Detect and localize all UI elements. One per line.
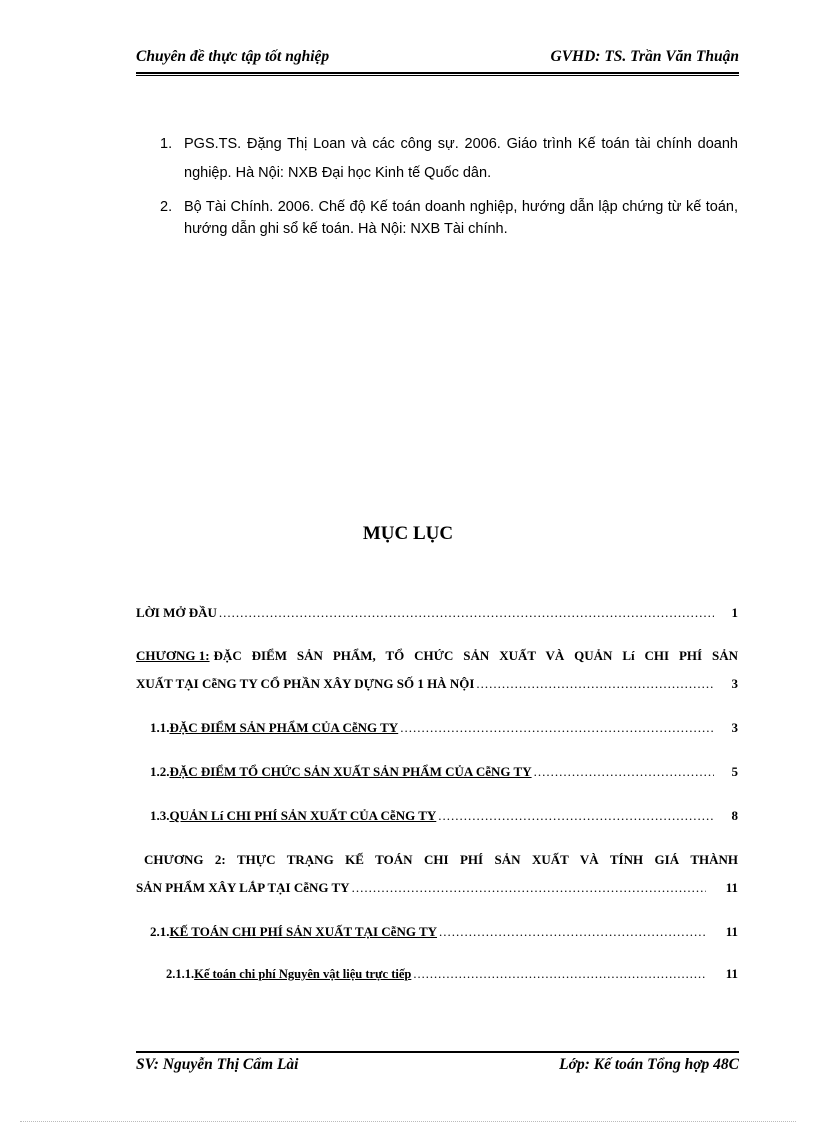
page-header [136,48,739,69]
toc-entry-label: KẾ TOÁN CHI PHÍ SẢN XUẤT TẠI CễNG TY [169,924,438,939]
toc-leader [476,676,714,692]
toc-leader [413,967,706,982]
reference-item [160,130,738,188]
reference-text: Bộ Tài Chính. 2006. Chế độ Kế toán doanh nghiệp, hướng dẫn lập chứng từ kế toán, hướng dẫn ghi sổ kế toán. Hà Nội: NXB Tài chính. [184,199,738,237]
toc-leader [534,764,714,780]
table-of-contents [136,605,738,988]
toc-entry-page: 1 [731,605,738,620]
toc-entry[interactable] [136,720,738,742]
toc-entry-page: 11 [725,924,738,939]
toc-entry-prefix: 1.3. [150,808,170,823]
toc-entry-page: 11 [725,880,738,895]
toc-entry[interactable] [136,924,738,946]
toc-entry-label: XUẤT TẠI CễNG TY CỔ PHẦN XÂY DỰNG SỐ 1 HÀ NỘI [136,676,475,691]
page-footer [136,1056,739,1074]
footer-rule [136,1051,739,1053]
toc-entry-line [136,676,738,698]
toc-entry-prefix: 2.1. [150,924,170,939]
reference-number: 2. [160,199,173,215]
toc-entry-line [136,880,738,902]
toc-entry-label: ĐẶC ĐIỂM SẢN PHẨM, TỔ CHỨC SẢN XUẤT VÀ QUẢN Lí CHI PHÍ SẢN [213,648,738,663]
toc-entry[interactable] [136,764,738,786]
toc-entry[interactable] [136,648,738,698]
header-right: GVHD: TS. Trần Văn Thuận [550,48,739,65]
reference-item [160,196,738,240]
toc-entry-line [136,852,738,874]
header-rule-thin [136,75,739,76]
toc-entry-label: ĐẶC ĐIỂM TỔ CHỨC SẢN XUẤT SẢN PHẨM CỦA CễNG TY [169,764,532,779]
header-left: Chuyên đề thực tập tốt nghiệp [136,48,330,65]
toc-entry-prefix: 2.1.1. [166,967,195,981]
toc-entry-label: LỜI MỞ ĐẦU [136,605,217,620]
reference-text: PGS.TS. Đặng Thị Loan và các công sự. 2006. Giáo trình Kế toán tài chính doanh nghiệp. Hà Nội: NXB Đại học Kinh tế Quốc dân. [184,136,738,181]
footer-left: SV: Nguyễn Thị Cẩm Lài [136,1056,299,1073]
toc-entry-prefix: CHƯƠNG 1: [136,648,210,663]
toc-entry-page: 11 [725,966,738,981]
toc-entry[interactable] [136,852,738,902]
reference-number: 1. [160,136,173,152]
toc-entry-label: SẢN PHẨM XÂY LẮP TẠI CễNG TY [136,880,350,895]
toc-entry-label: QUẢN Lí CHI PHÍ SẢN XUẤT CỦA CễNG TY [169,808,437,823]
toc-entry-page: 3 [731,720,738,735]
toc-leader [219,605,714,621]
toc-entry-label: ĐẶC ĐIỂM SẢN PHẨM CỦA CễNG TY [169,720,399,735]
toc-title: MỤC LỤC [362,523,454,544]
toc-leader [400,720,714,736]
toc-entry-line [136,648,738,670]
toc-entry-prefix: 1.2. [150,764,170,779]
header-rule [136,72,739,74]
toc-entry-prefix: 1.1. [150,720,170,735]
toc-entry[interactable] [136,808,738,830]
toc-entry[interactable] [136,605,738,627]
toc-entry[interactable] [136,966,738,988]
reference-list [160,130,738,240]
page-edge [20,1121,796,1122]
toc-entry-page: 5 [731,764,738,779]
footer-right: Lớp: Kế toán Tổng hợp 48C [559,1056,739,1073]
toc-entry-page: 3 [731,676,738,691]
toc-leader [352,880,706,896]
toc-leader [438,808,714,824]
toc-entry-page: 8 [731,808,738,823]
toc-entry-label: CHƯƠNG 2: THỰC TRẠNG KẾ TOÁN CHI PHÍ SẢN XUẤT VÀ TÍNH GIÁ THÀNH [144,852,738,867]
toc-entry-label: Kế toán chi phí Nguyên vật liệu trực tiếp [194,967,412,981]
toc-leader [439,924,706,940]
